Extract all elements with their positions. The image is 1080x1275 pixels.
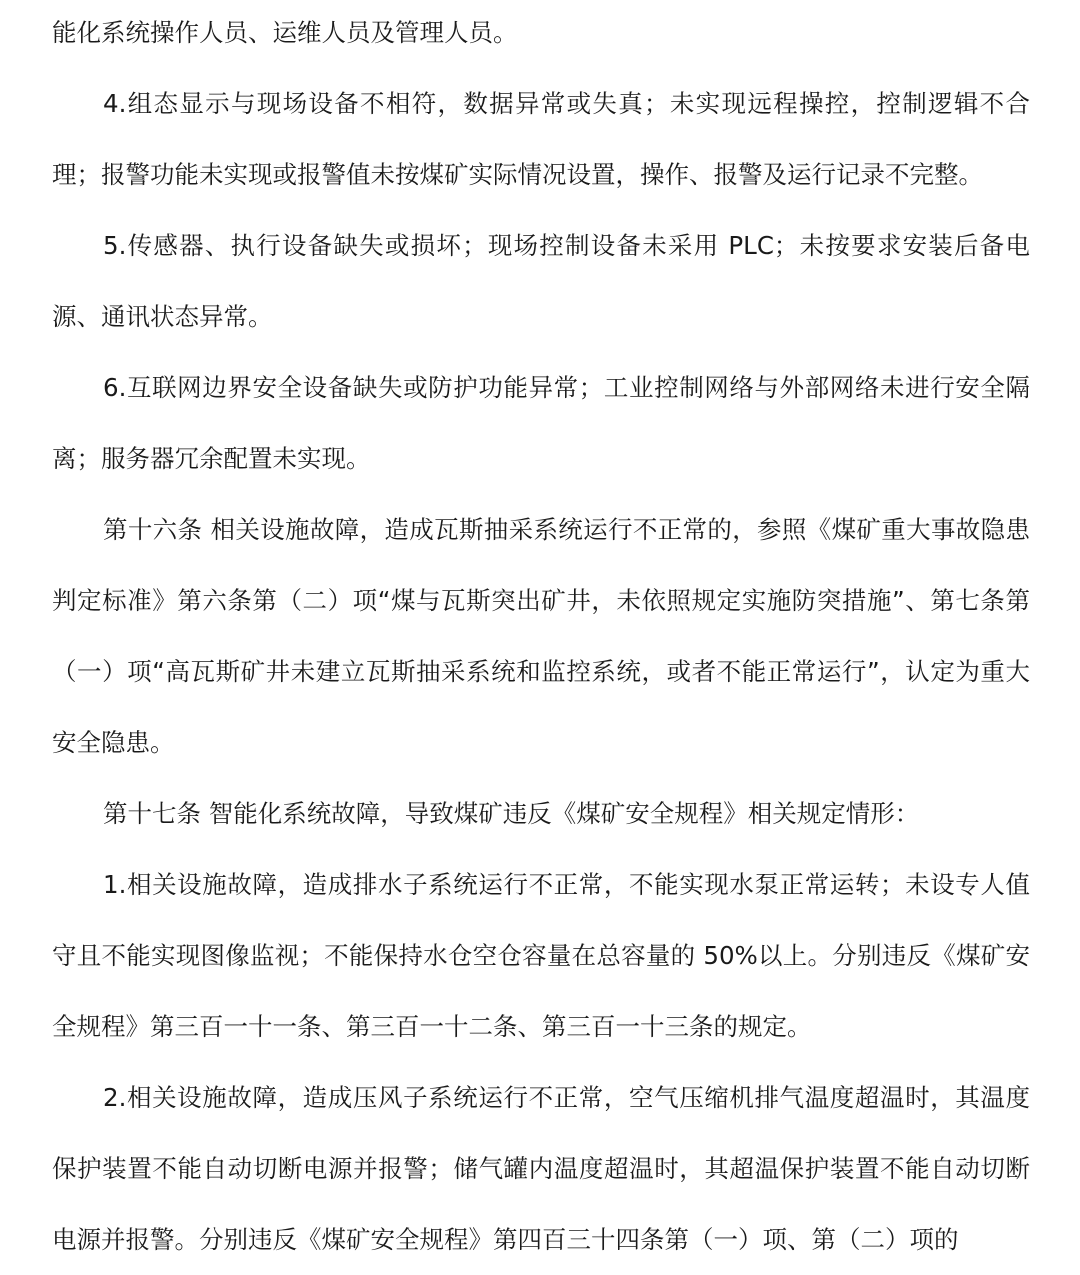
paragraph-6: 第十七条 智能化系统故障，导致煤矿违反《煤矿安全规程》相关规定情形：: [103, 799, 920, 828]
paragraph-4: 6.互联网边界安全设备缺失或防护功能异常；工业控制网络与外部网络未进行安全隔离；服务器冗余配置未实现。: [52, 373, 1030, 473]
paragraph-8: 2.相关设施故障，造成压风子系统运行不正常，空气压缩机排气温度超温时，其温度保护装置不能自动切断电源并报警；储气罐内温度超温时，其超温保护装置不能自动切断电源并报警。分别违反《煤矿安全规程》第四百三十四条第（一）项、第（二）项的: [52, 1083, 1030, 1254]
paragraph-1: 能化系统操作人员、运维人员及管理人员。: [52, 18, 518, 47]
paragraph-5: 第十六条 相关设施故障，造成瓦斯抽采系统运行不正常的，参照《煤矿重大事故隐患判定标准》第六条第（二）项“煤与瓦斯突出矿井，未依照规定实施防突措施”、第七条第（一）项“高瓦斯矿井未建立瓦斯抽采系统和监控系统，或者不能正常运行”，认定为重大安全隐患。: [52, 515, 1030, 757]
paragraph-2: 4.组态显示与现场设备不相符，数据异常或失真；未实现远程操控，控制逻辑不合理；报警功能未实现或报警值未按煤矿实际情况设置，操作、报警及运行记录不完整。: [52, 89, 1030, 189]
paragraph-7: 1.相关设施故障，造成排水子系统运行不正常，不能实现水泵正常运转；未设专人值守且不能实现图像监视；不能保持水仓空仓容量在总容量的 50%以上。分别违反《煤矿安全规程》第三百一十一条、第三百一十二条、第三百一十三条的规定。: [52, 870, 1030, 1041]
paragraph-3: 5.传感器、执行设备缺失或损坏；现场控制设备未采用 PLC；未按要求安装后备电源、通讯状态异常。: [52, 231, 1030, 331]
